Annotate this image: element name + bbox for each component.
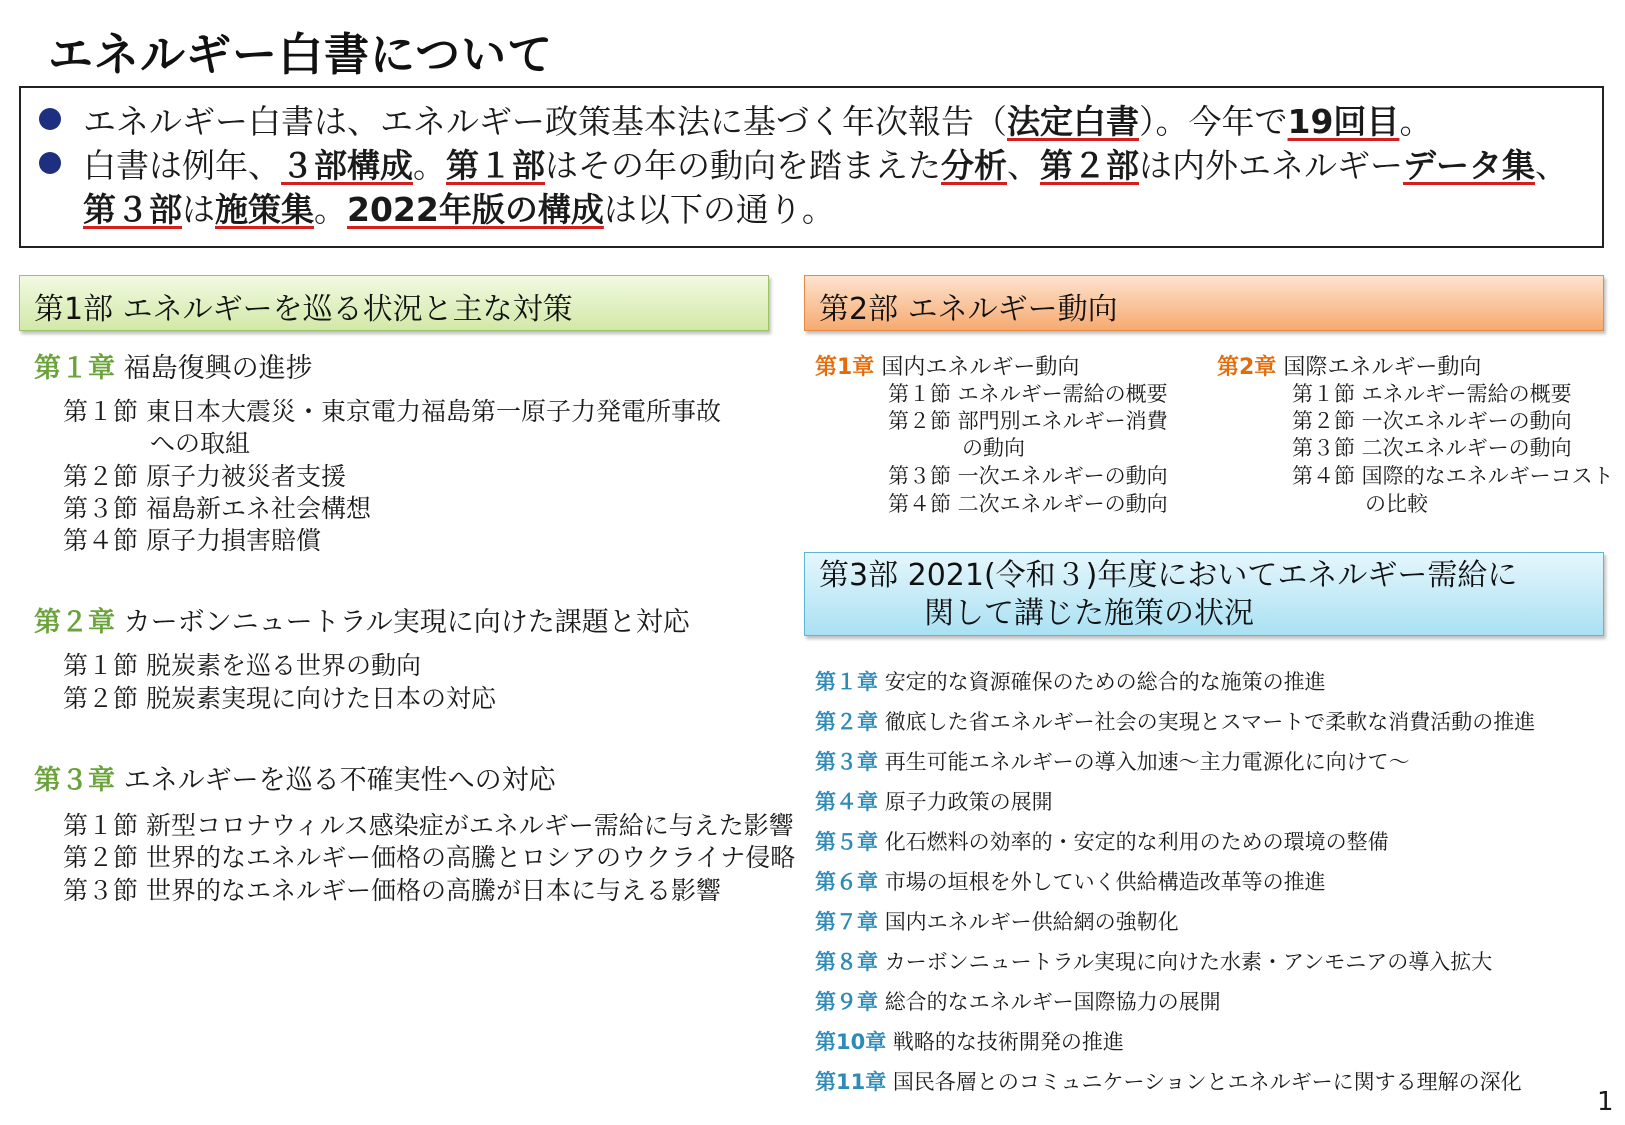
chapter-title: 国民各層とのコミュニケーションとエネルギーに関する理解の深化 [892, 1070, 1522, 1094]
part2-section-cont: の動向 [962, 436, 1025, 460]
chapter-label: 第１章 [815, 670, 878, 694]
summary-text: 、 [1535, 146, 1568, 185]
chapter-label: 第1章 [815, 355, 875, 380]
summary-line-3 [83, 184, 835, 231]
chapter-label: 第４章 [815, 790, 878, 814]
part1-section-cont: への取組 [150, 429, 251, 458]
chapter-title: 総合的なエネルギー国際協力の展開 [884, 990, 1221, 1014]
part1-chapter-3 [34, 758, 556, 797]
chapter-title: カーボンニュートラル実現に向けた課題と対応 [123, 607, 690, 638]
page-number: 1 [1597, 1087, 1614, 1117]
part2-header: 第2部 エネルギー動向 [804, 275, 1604, 331]
chapter-label: 第９章 [815, 990, 878, 1014]
chapter-label: 第５章 [815, 830, 878, 854]
summary-emphasis: 第２部 [1040, 146, 1139, 185]
part3-header [804, 552, 1604, 636]
part1-section: 第１節 脱炭素を巡る世界の動向 [63, 651, 421, 680]
part1-section: 第３節 福島新エネ社会構想 [63, 494, 371, 523]
part3-chapter [815, 1026, 1124, 1056]
chapter-label: 第１章 [34, 353, 115, 384]
part2-section: 第４節 国際的なエネルギーコスト [1292, 464, 1614, 488]
summary-text: は [182, 190, 215, 229]
part3-chapter [815, 746, 1410, 776]
part3-chapter [815, 1066, 1522, 1096]
bullet-icon [39, 108, 61, 130]
chapter-title: 国内エネルギー動向 [881, 355, 1080, 380]
part3-chapter [815, 986, 1221, 1016]
part1-section: 第２節 世界的なエネルギー価格の高騰とロシアのウクライナ侵略 [63, 843, 796, 872]
summary-emphasis: 法定白書 [1007, 102, 1139, 141]
part1-section: 第３節 世界的なエネルギー価格の高騰が日本に与える影響 [63, 876, 721, 905]
summary-emphasis: 分析 [941, 146, 1007, 185]
part3-chapter [815, 946, 1492, 976]
chapter-title: 安定的な資源確保のための総合的な施策の推進 [884, 670, 1326, 694]
chapter-title: 戦略的な技術開発の推進 [892, 1030, 1124, 1054]
page-title: エネルギー白書について [48, 28, 554, 81]
part1-section: 第２節 原子力被災者支援 [63, 462, 346, 491]
part2-chapter-2 [1217, 350, 1481, 381]
part1-chapter-1 [34, 346, 313, 385]
part1-section: 第２節 脱炭素実現に向けた日本の対応 [63, 684, 496, 713]
summary-text: ）。今年で [1139, 102, 1288, 141]
summary-text: 。 [413, 146, 446, 185]
part3-header-line-2: 関して講じた施策の状況 [924, 596, 1254, 631]
summary-text: 、 [1007, 146, 1040, 185]
chapter-label: 第２章 [815, 710, 878, 734]
summary-line-2 [83, 140, 1568, 187]
part2-section: 第３節 一次エネルギーの動向 [888, 464, 1168, 488]
part1-section: 第４節 原子力損害賠償 [63, 526, 321, 555]
summary-emphasis: ３部構成 [281, 146, 413, 185]
part3-chapter [815, 866, 1326, 896]
part1-section: 第１節 新型コロナウィルス感染症がエネルギー需給に与えた影響 [63, 811, 794, 840]
summary-text: はその年の動向を踏まえた [545, 146, 941, 185]
summary-text: は以下の通り。 [603, 190, 835, 229]
chapter-label: 第６章 [815, 870, 878, 894]
chapter-label: 第３章 [815, 750, 878, 774]
part1-section: 第１節 東日本大震災・東京電力福島第一原子力発電所事故 [63, 397, 721, 426]
part3-header-line-1: 第3部 2021(令和３)年度においてエネルギー需給に [819, 558, 1518, 593]
summary-emphasis: 施策集 [215, 190, 314, 229]
part2-section: 第２節 一次エネルギーの動向 [1292, 409, 1572, 433]
part3-chapter [815, 906, 1179, 936]
chapter-label: 第11章 [815, 1070, 887, 1094]
part2-section: 第２節 部門別エネルギー消費 [888, 409, 1168, 433]
part1-chapter-2 [34, 600, 690, 639]
chapter-label: 第３章 [34, 765, 115, 796]
part2-section-cont: の比較 [1365, 492, 1428, 516]
part2-section: 第４節 二次エネルギーの動向 [888, 492, 1168, 516]
part2-section: 第１節 エネルギー需給の概要 [1292, 382, 1572, 406]
chapter-title: 国際エネルギー動向 [1283, 355, 1482, 380]
summary-text: 白書は例年、 [83, 146, 281, 185]
summary-box [19, 86, 1604, 248]
chapter-title: 徹底した省エネルギー社会の実現とスマートで柔軟な消費活動の推進 [884, 710, 1536, 734]
chapter-label: 第２章 [34, 607, 115, 638]
chapter-label: 第2章 [1217, 355, 1277, 380]
summary-text: 。 [1399, 102, 1433, 141]
summary-text: 。 [314, 190, 347, 229]
part3-chapter [815, 786, 1053, 816]
part2-section: 第３節 二次エネルギーの動向 [1292, 436, 1572, 460]
chapter-title: エネルギーを巡る不確実性への対応 [123, 765, 556, 796]
chapter-title: 再生可能エネルギーの導入加速～主力電源化に向けて～ [884, 750, 1410, 774]
chapter-title: 市場の垣根を外していく供給構造改革等の推進 [884, 870, 1326, 894]
part3-chapter [815, 706, 1535, 736]
summary-text: は内外エネルギー [1139, 146, 1403, 185]
chapter-title: 原子力政策の展開 [884, 790, 1053, 814]
summary-emphasis: 第３部 [83, 190, 182, 229]
part2-chapter-1 [815, 350, 1079, 381]
part3-chapter [815, 826, 1389, 856]
chapter-label: 第10章 [815, 1030, 887, 1054]
chapter-title: 福島復興の進捗 [123, 353, 313, 384]
chapter-label: 第８章 [815, 950, 878, 974]
part2-section: 第１節 エネルギー需給の概要 [888, 382, 1168, 406]
part1-header: 第1部 エネルギーを巡る状況と主な対策 [19, 275, 769, 331]
chapter-title: 国内エネルギー供給網の強靭化 [884, 910, 1179, 934]
part3-chapter [815, 666, 1326, 696]
summary-emphasis: データ集 [1403, 146, 1535, 185]
summary-emphasis: 19回目 [1287, 102, 1400, 141]
summary-line-1 [83, 96, 1432, 143]
summary-text: エネルギー白書は、エネルギー政策基本法に基づく年次報告（ [83, 102, 1007, 141]
bullet-icon [39, 152, 61, 174]
chapter-label: 第７章 [815, 910, 878, 934]
chapter-title: 化石燃料の効率的・安定的な利用のための環境の整備 [884, 830, 1389, 854]
summary-emphasis: 2022年版の構成 [347, 190, 604, 229]
chapter-title: カーボンニュートラル実現に向けた水素・アンモニアの導入拡大 [884, 950, 1493, 974]
summary-emphasis: 第１部 [446, 146, 545, 185]
